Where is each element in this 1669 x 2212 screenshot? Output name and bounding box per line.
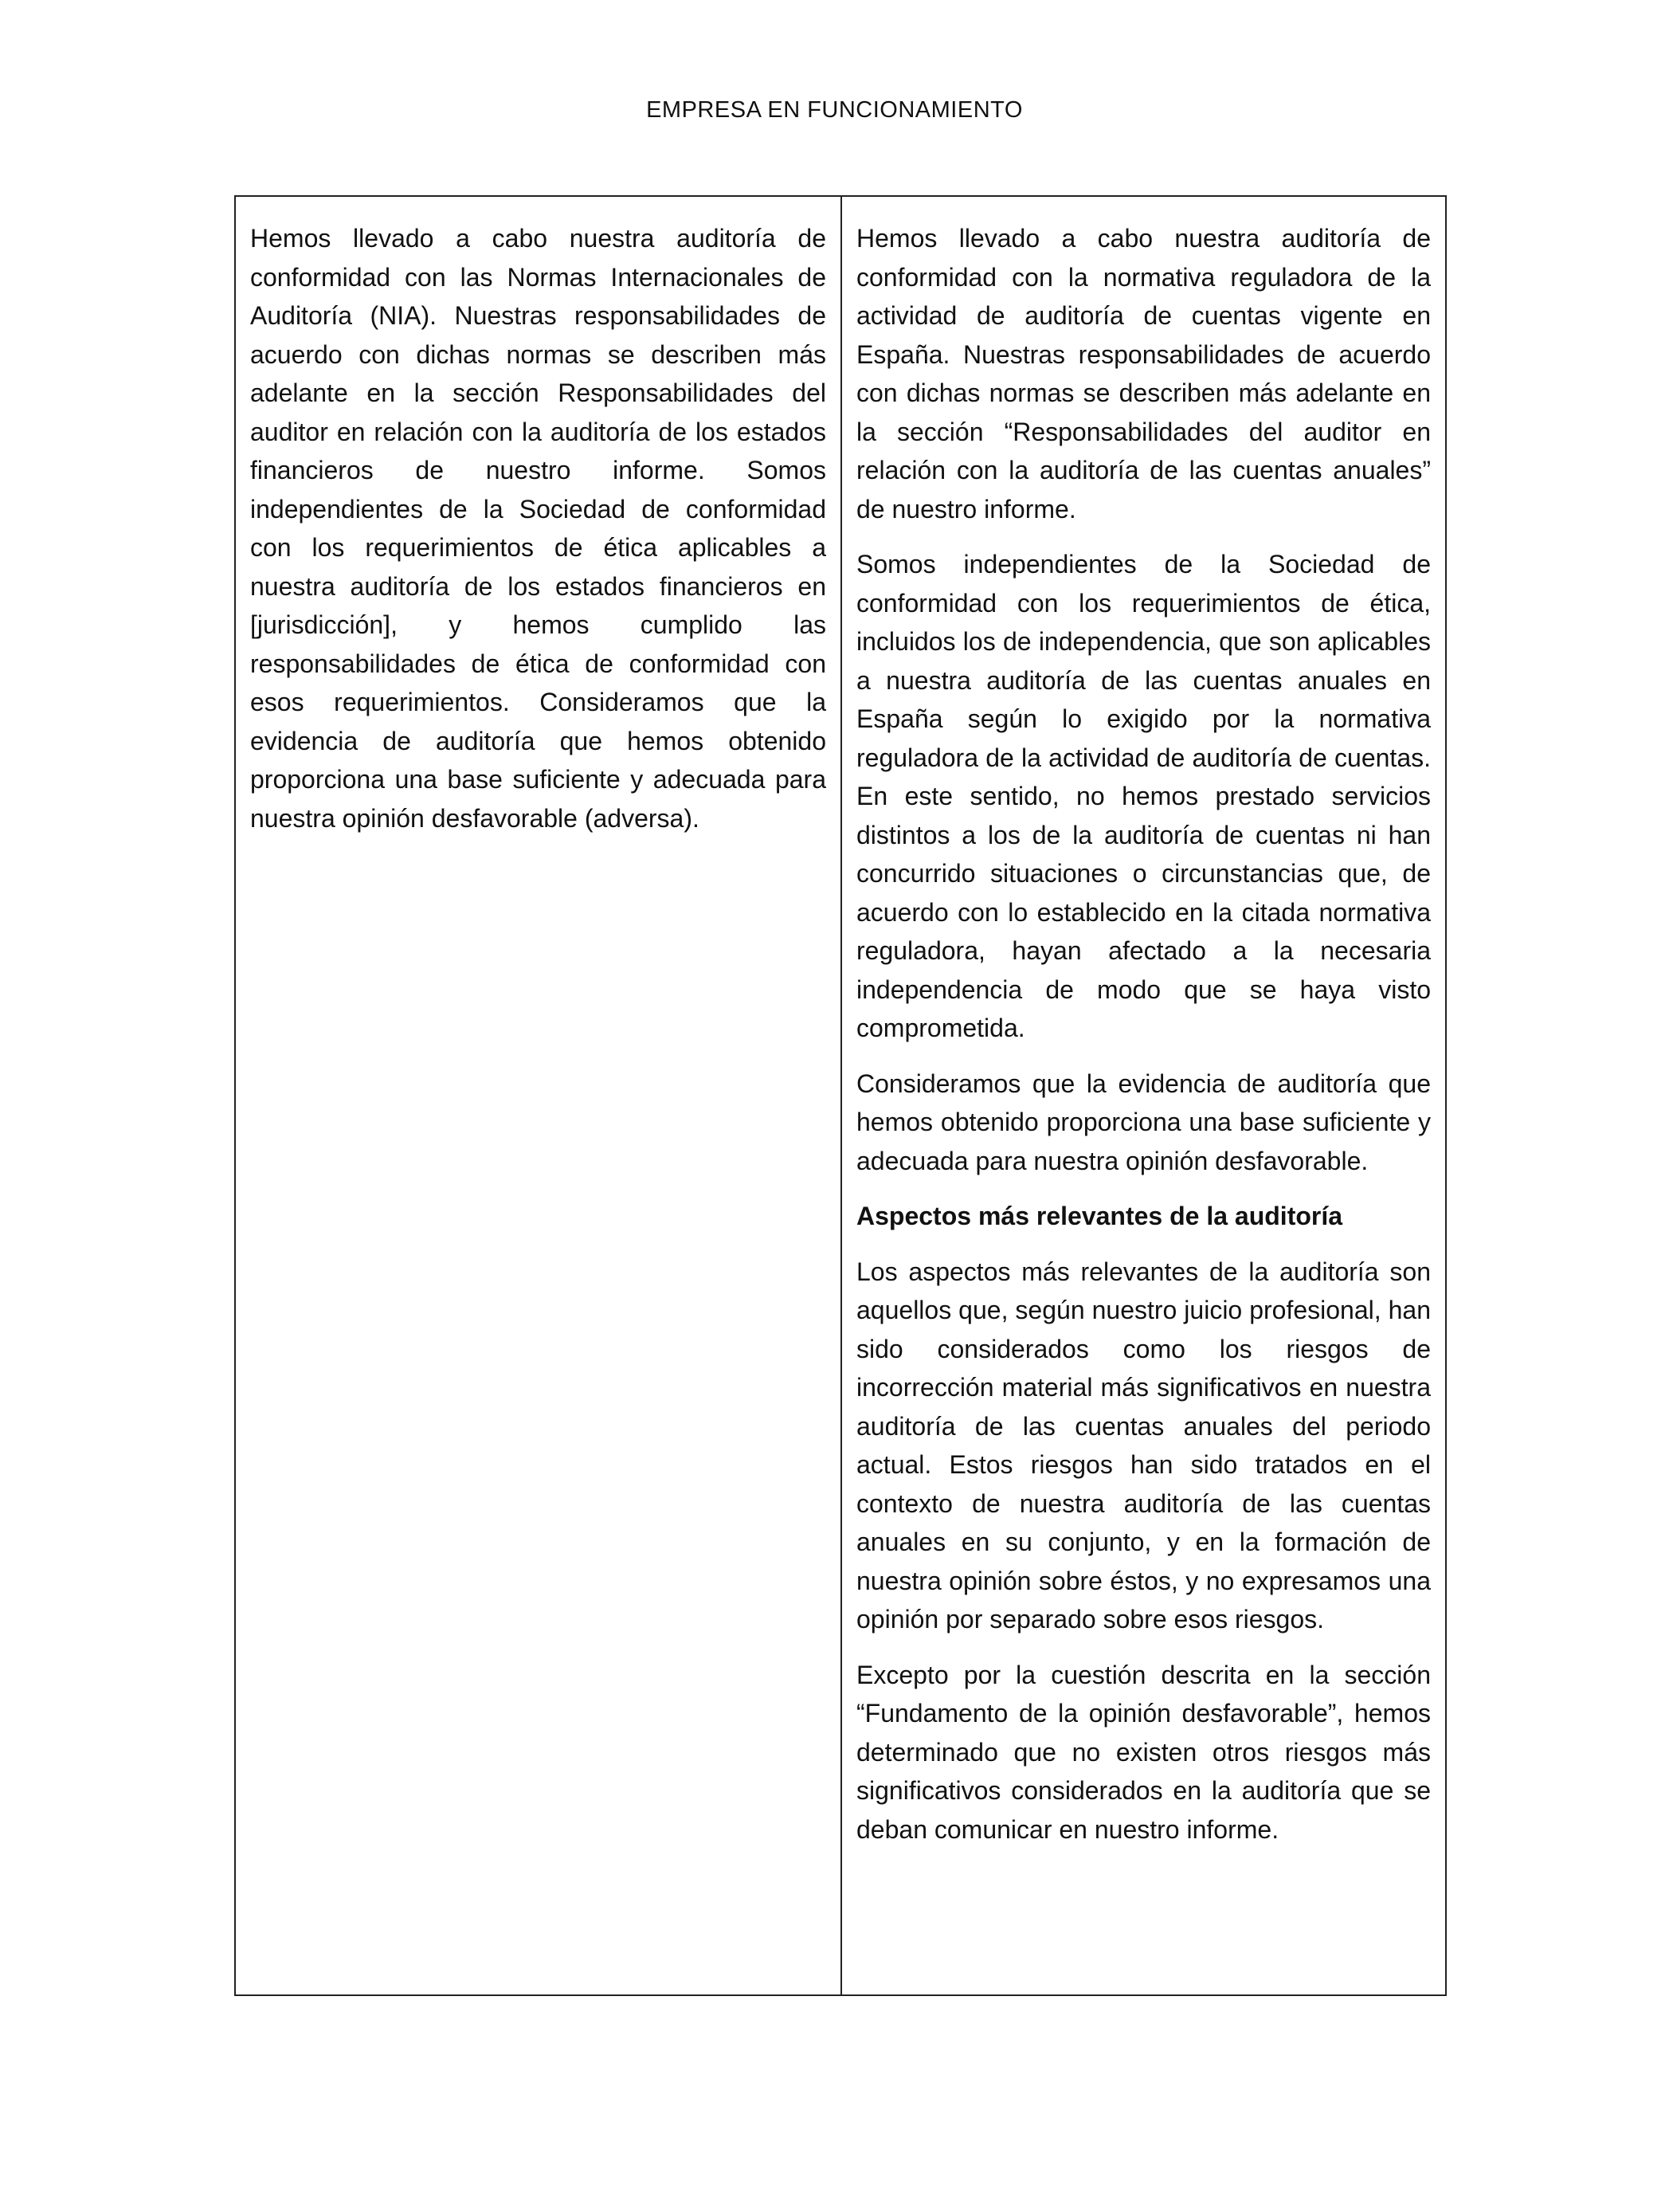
comparison-table <box>234 195 1447 1996</box>
left-paragraph-1: Hemos llevado a cabo nuestra auditoría de conformidad con las Normas Internacionales de Auditoría (NIA). Nuestras responsabilidades de acuerdo con dichas normas se describen más adelante en la sección Responsabilidades del auditor en relación con la auditoría de los estados financieros de nuestro informe. Somos independientes de la Sociedad de conformidad con los requerimientos de ética aplicables a nuestra auditoría de los estados financieros en [jurisdicción], y hemos cumplido las responsabilidades de ética de conformidad con esos requerimientos. Consideramos que la evidencia de auditoría que hemos obtenido proporciona una base suficiente y adecuada para nuestra opinión desfavorable (adversa). <box>250 224 826 833</box>
right-column-cell <box>842 197 1445 1994</box>
right-paragraph-5: Excepto por la cuestión descrita en la sección “Fundamento de la opinión desfavorable”, hemos determinado que no existen otros riesgos más significativos considerados en la auditoría que se deban comunicar en nuestro informe. <box>856 1660 1431 1844</box>
right-paragraph-1: Hemos llevado a cabo nuestra auditoría de conformidad con la normativa reguladora de la actividad de auditoría de cuentas vigente en España. Nuestras responsabilidades de acuerdo con dichas normas se describen más adelante en la sección “Responsabilidades del auditor en relación con la auditoría de las cuentas anuales” de nuestro informe. <box>856 224 1431 524</box>
page-header: EMPRESA EN FUNCIONAMIENTO <box>646 97 1023 123</box>
right-paragraph-4: Los aspectos más relevantes de la auditoría son aquellos que, según nuestro juicio profesional, han sido considerados como los riesgos de incorrección material más significativos en nuestra auditoría de las cuentas anuales del periodo actual. Estos riesgos han sido tratados en el contexto de nuestra auditoría de las cuentas anuales en su conjunto, y en la formación de nuestra opinión sobre éstos, y no expresamos una opinión por separado sobre esos riesgos. <box>856 1257 1431 1634</box>
section-heading: Aspectos más relevantes de la auditoría <box>856 1202 1343 1230</box>
right-paragraph-3: Consideramos que la evidencia de auditoría que hemos obtenido proporciona una base suficiente y adecuada para nuestra opinión desfavorable. <box>856 1069 1431 1175</box>
left-column-cell <box>236 197 842 1994</box>
right-paragraph-2: Somos independientes de la Sociedad de conformidad con los requerimientos de ética, incluidos los de independencia, que son aplicables a nuestra auditoría de las cuentas anuales en España según lo exigido por la normativa reguladora de la actividad de auditoría de cuentas. En este sentido, no hemos prestado servicios distintos a los de la auditoría de cuentas ni han concurrido situaciones o circunstancias que, de acuerdo con lo establecido en la citada normativa reguladora, hayan afectado a la necesaria independencia de modo que se haya visto comprometida. <box>856 550 1431 1042</box>
